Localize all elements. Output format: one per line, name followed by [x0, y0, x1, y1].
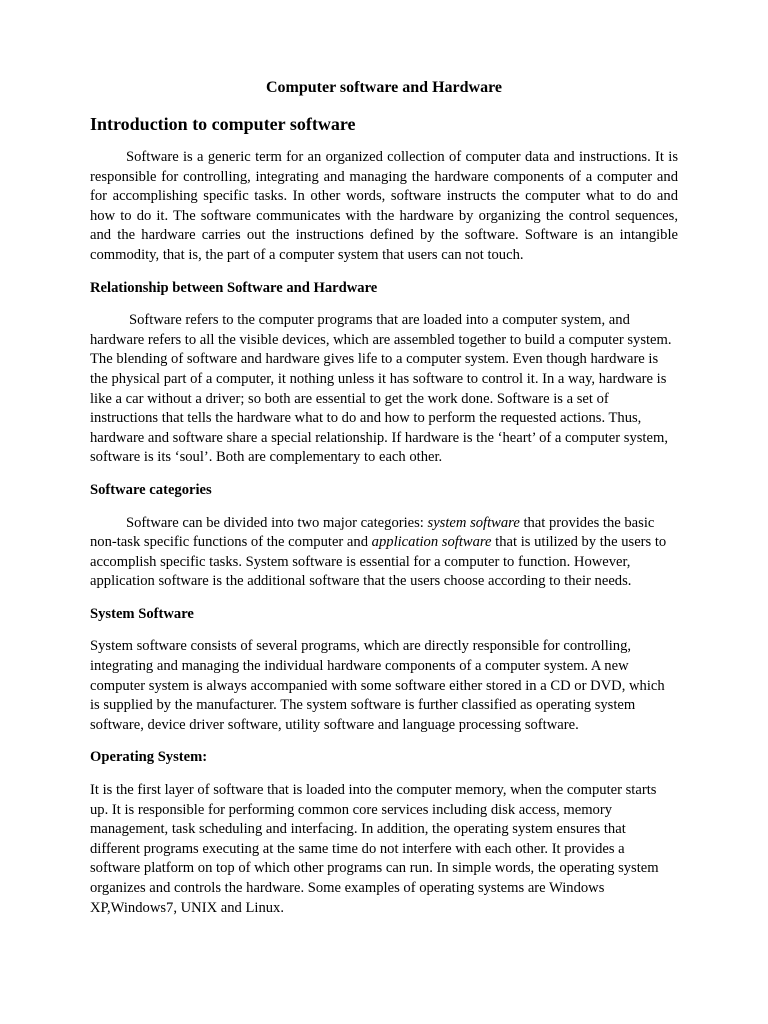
categories-text-part1: Software can be divided into two major categories: — [126, 514, 428, 531]
section-heading-intro: Introduction to computer software — [90, 114, 356, 134]
operating-system-heading: Operating System: — [90, 749, 208, 766]
system-software-heading: System Software — [90, 605, 194, 622]
relationship-heading: Relationship between Software and Hardware — [90, 279, 378, 296]
document-page — [90, 78, 678, 931]
term-system-software: system software — [427, 514, 520, 531]
intro-paragraph: Software is a generic term for an organized collection of computer data and instructions. It is responsible for controlling, integrating and managing the hardware components of a computer and for accomplishing specific tasks. In other words, software instructs the computer what to do and how to do it. The software communicates with the hardware by organizing the control sequences, and the hardware carries out the instructions defined by the software. Software is an intangible commodity, that is, the part of a computer system that users can not touch. — [90, 149, 678, 263]
term-application-software: application software — [371, 534, 492, 551]
categories-paragraph — [90, 514, 678, 592]
document-title: Computer software and Hardware — [266, 79, 502, 96]
system-software-paragraph: System software consists of several programs, which are directly responsible for controlling, integrating and managing the individual hardware components of a computer system. A new computer system is always accompanied with some software either stored in a CD or DVD, which is supplied by the manufacturer. The system software is further classified as operating system software, device driver software, utility software and language processing software. — [90, 638, 665, 733]
categories-heading: Software categories — [90, 481, 212, 498]
operating-system-paragraph: It is the first layer of software that is loaded into the computer memory, when the computer starts up. It is responsible for performing common core services including disk access, memory management, task scheduling and interfacing. In addition, the operating system ensures that different programs executing at the same time do not interfere with each other. It provides a software platform on top of which other programs can run. In simple words, the operating system organizes and controls the hardware. Some examples of operating systems are Windows XP,Windows7, UNIX and Linux. — [90, 782, 659, 916]
relationship-paragraph: Software refers to the computer programs that are loaded into a computer system, and hardware refers to all the visible devices, which are assembled together to build a computer system. The blending of software and hardware gives life to a computer system. Even though hardware is the physical part of a computer, it nothing unless it has software to control it. In a way, hardware is like a car without a driver; so both are essential to get the work done. Software is a set of instructions that tells the hardware what to do and how to perform the requested actions. Thus, hardware and software share a special relationship. If hardware is the ‘heart’ of a computer system, software is its ‘soul’. Both are complementary to each other. — [90, 312, 672, 466]
categories-text-part2: that provides the basic non-task specific functions of the computer and — [90, 514, 655, 551]
categories-text-part3: that is utilized by the users to accomplish specific tasks. System software is essential for a computer to function. However, application software is the additional software that the users choose according to their needs. — [90, 534, 667, 590]
